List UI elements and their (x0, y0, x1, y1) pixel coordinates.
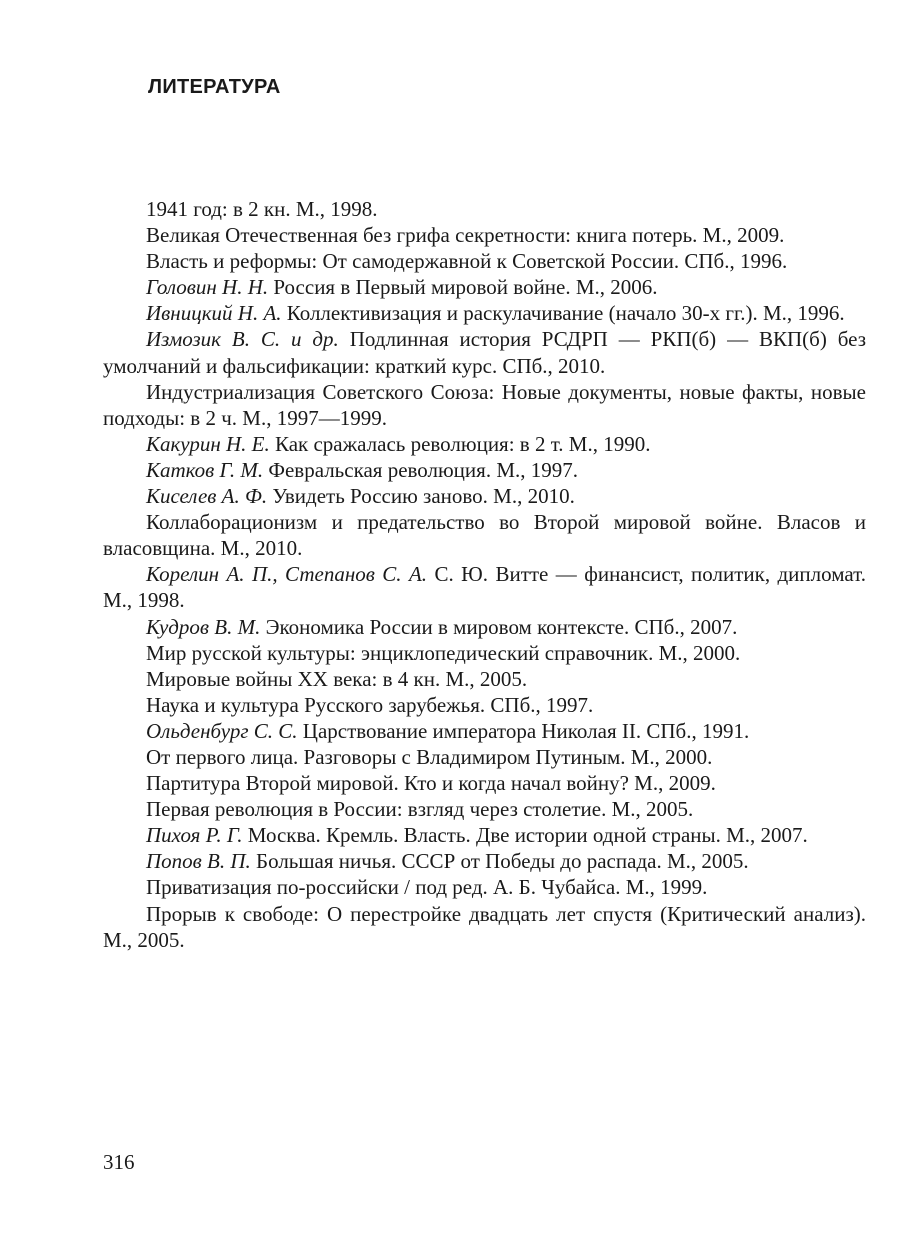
entry-author: Какурин Н. Е. (146, 431, 270, 456)
entry-author: Катков Г. М. (146, 457, 264, 482)
bibliography-entry (103, 457, 866, 483)
entry-text: Приватизация по-российски / под ред. А. Б. Чубайса. М., 1999. (146, 875, 708, 900)
bibliography-entry (103, 196, 866, 222)
entry-author: Ивницкий Н. А. (146, 301, 282, 326)
entry-text: Большая ничья. СССР от Победы до распада. М., 2005. (256, 849, 749, 874)
entry-text: Первая революция в России: взгляд через столетие. М., 2005. (146, 797, 694, 822)
entry-author: Измозик В. С. и др. (146, 327, 339, 352)
entry-author: Головин Н. Н. (146, 275, 269, 300)
entry-text: Власть и реформы: От самодержавной к Советской России. СПб., 1996. (146, 249, 788, 274)
entry-text: С. Ю. Витте — финансист, политик, дипломат. М., 1998. (103, 562, 867, 613)
page-number: 316 (103, 1150, 135, 1174)
entry-author: Попов В. П. (146, 849, 251, 874)
entry-text: Великая Отечественная без грифа секретности: книга потерь. М., 2009. (146, 223, 785, 248)
bibliography-entry (103, 901, 866, 953)
entry-author: Ольденбург С. С. (146, 718, 298, 743)
bibliography-entry (103, 770, 866, 796)
entry-author: Пихоя Р. Г. (146, 823, 243, 848)
entry-text: Коллективизация и раскулачивание (начало 30-х гг.). М., 1996. (286, 301, 845, 326)
entry-text: Мировые войны XX века: в 4 кн. М., 2005. (146, 666, 528, 691)
bibliography-entry (103, 248, 866, 274)
entry-text: От первого лица. Разговоры с Владимиром Путиным. М., 2000. (146, 744, 713, 769)
bibliography-entry (103, 300, 866, 326)
bibliography-list (103, 196, 866, 953)
entry-author: Кудров В. М. (146, 614, 261, 639)
entry-text: 1941 год: в 2 кн. М., 1998. (146, 197, 378, 221)
bibliography-entry (103, 431, 866, 457)
entry-text: Россия в Первый мировой войне. М., 2006. (273, 275, 658, 300)
entry-text: Увидеть Россию заново. М., 2010. (272, 484, 575, 509)
bibliography-entry (103, 692, 866, 718)
entry-text: Как сражалась революция: в 2 т. М., 1990. (274, 431, 651, 456)
bibliography-entry (103, 274, 866, 300)
bibliography-entry (103, 744, 866, 770)
entry-text: Экономика России в мировом контексте. СПб., 2007. (265, 614, 738, 639)
bibliography-entry (103, 379, 866, 431)
entry-text: Февральская революция. М., 1997. (268, 457, 578, 482)
bibliography-entry (103, 326, 866, 378)
bibliography-entry (103, 874, 866, 900)
bibliography-entry (103, 483, 866, 509)
bibliography-entry (103, 640, 866, 666)
entry-text: Мир русской культуры: энциклопедический справочник. М., 2000. (146, 640, 741, 665)
bibliography-entry (103, 848, 866, 874)
entry-text: Партитура Второй мировой. Кто и когда начал войну? М., 2009. (146, 771, 716, 796)
bibliography-entry (103, 509, 866, 561)
entry-text: Царствование императора Николая II. СПб., 1991. (302, 718, 750, 743)
bibliography-entry (103, 822, 866, 848)
entry-text: Коллаборационизм и предательство во Второй мировой войне. Власов и власовщина. М., 2010. (103, 510, 866, 561)
entry-author: Корелин А. П., Степанов С. А. (146, 562, 428, 587)
bibliography-entry (103, 666, 866, 692)
entry-author: Киселев А. Ф. (146, 484, 268, 509)
entry-text: Подлинная история РСДРП — РКП(б) — ВКП(б) без умолчаний и фальсификации: краткий курс. СПб., 2010. (103, 327, 867, 378)
entry-text: Прорыв к свободе: О перестройке двадцать лет спустя (Критический анализ). М., 2005. (103, 901, 866, 952)
bibliography-entry (103, 796, 866, 822)
bibliography-entry (103, 222, 866, 248)
bibliography-entry (103, 561, 866, 613)
entry-text: Наука и культура Русского зарубежья. СПб., 1997. (146, 692, 594, 717)
section-title: ЛИТЕРАТУРА (148, 76, 281, 98)
bibliography-entry (103, 718, 866, 744)
bibliography-entry (103, 614, 866, 640)
entry-text: Москва. Кремль. Власть. Две истории одной страны. М., 2007. (247, 823, 808, 848)
entry-text: Индустриализация Советского Союза: Новые документы, новые факты, новые подходы: в 2 ч. М., 1997—1999. (103, 379, 866, 430)
